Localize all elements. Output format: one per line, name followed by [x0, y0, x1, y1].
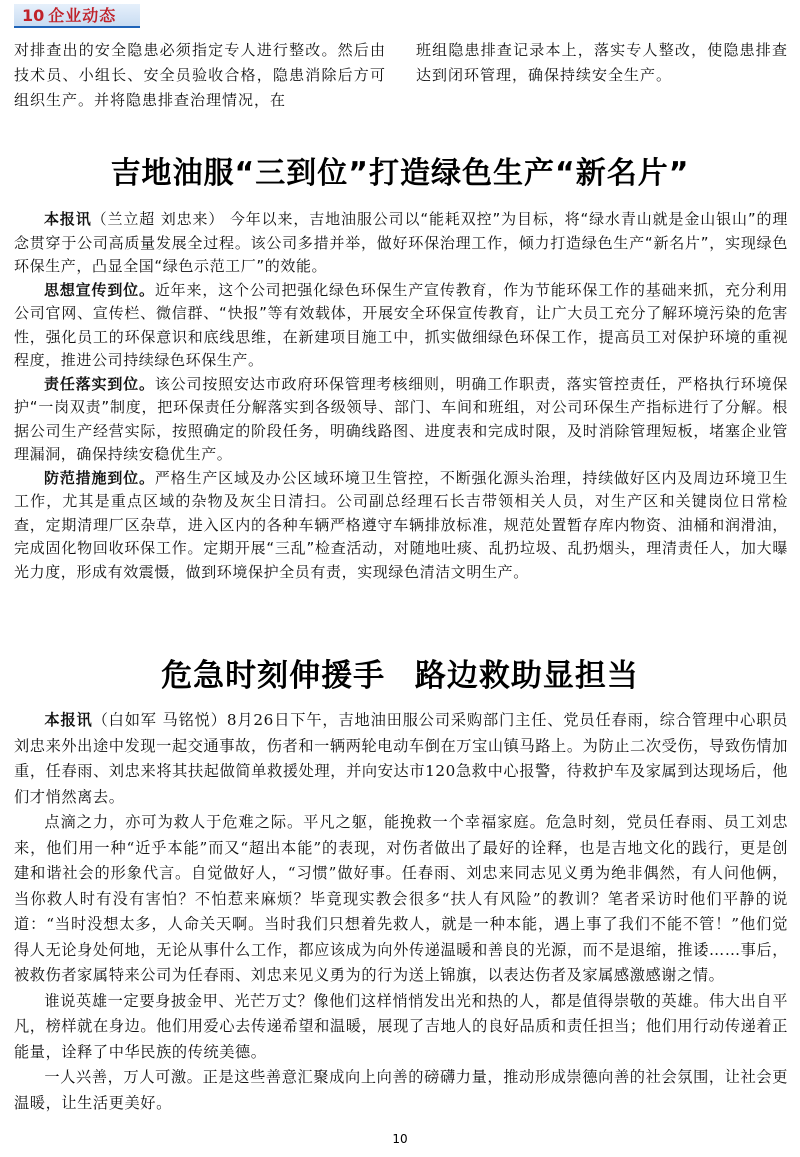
article-1-paragraph	[14, 467, 788, 585]
section-label: 企业动态	[48, 6, 117, 25]
byline: （兰立超 刘忠来）	[91, 210, 225, 228]
paragraph-subhead: 防范措施到位。	[44, 468, 155, 487]
paragraph-text: 今年以来，吉地油服公司以“能耗双控”为目标，将“绿水青山就是金山银山”的理念贯穿于公司高质量发展全过程。该公司多措并举，做好环保治理工作，倾力打造绿色生产“新名片”，实现绿色环保生产，凸显全国“绿色示范工厂”的效能。	[14, 210, 788, 275]
paragraph-text: 严格生产区域及办公区域环境卫生管控，不断强化源头治理，持续做好区内及周边环境卫生工作，尤其是重点区域的杂物及灰尘日清扫。公司副总经理石长吉带领相关人员，对生产区和关键岗位日常检查，定期清理厂区杂草，进入区内的各种车辆严格遵守车辆排放标准，规范处置暂存库内物资、油桶和润滑油，完成固化物回收环保工作。定期开展“三乱”检查活动，对随地吐痰、乱扔垃圾、乱扔烟头，理清责任人，加大曝光力度，形成有效震慑，做到环境保护全员有责，实现绿色清洁文明生产。	[14, 468, 788, 581]
section-page-number: 10	[22, 6, 45, 25]
article-1-paragraph	[14, 373, 788, 467]
article-2-paragraph: 谁说英雄一定要身披金甲、光芒万丈？像他们这样悄悄发出光和热的人，都是值得崇敬的英雄。伟大出自平凡，榜样就在身边。他们用爱心去传递希望和温暖，展现了吉地人的良好品质和责任担当；他们用行动传递着正能量，诠释了中华民族的传统美德。	[14, 991, 788, 1061]
article-2-body	[14, 708, 788, 1116]
paragraph-text: 该公司按照安达市政府环保管理考核细则，明确工作职责，落实管控责任，严格执行环境保护“一岗双责”制度，把环保责任分解落实到各级领导、部门、车间和班组，对公司环保生产指标进行了分解。根据公司生产经营实际，按照确定的阶段任务，明确线路图、进度表和完成时限，及时消除管理短板，堵塞企业管理漏洞，确保持续安稳优生产。	[14, 374, 788, 463]
intro-columns	[14, 38, 788, 113]
article-2-paragraph: 点滴之力，亦可为救人于危难之际。平凡之躯，能挽救一个幸福家庭。危急时刻，党员任春雨、员工刘忠来，他们用一种“近乎本能”而又“超出本能”的表现，对伤者做出了最好的诠释，也是吉地文化的践行，更是创建和谐社会的形象代言。自觉做好人，“习惯”做好事。任春雨、刘忠来同志见义勇为绝非偶然，有人问他俩，当你救人时有没有害怕？不怕惹来麻烦？毕竟现实教会很多“扶人有风险”的教训？笔者采访时他们平静的说道：“当时没想太多，人命关天啊。当时我们只想着先救人，就是一种本能，遇上事了我们不能不管！”他们觉得人无论身处何地，无论从事什么工作，都应该成为向外传递温暖和善良的光源，而不是退缩，推诿……事后，被救伤者家属特来公司为任春雨、刘忠来见义勇为的行为送上锦旗，以表达伤者及家属感激感谢之情。	[14, 813, 788, 984]
dateline-lead: 本报讯	[44, 210, 92, 228]
intro-column-right: 班组隐患排查记录本上，落实专人整改，使隐患排查达到闭环管理，确保持续安全生产。	[416, 41, 788, 84]
article-2-headline: 危急时刻伸援手 路边救助显担当	[161, 658, 639, 694]
paragraph-text: 8月26日下午，吉地油田服公司采购部门主任、党员任春雨，综合管理中心职员刘忠来外出途中发现一起交通事故，伤者和一辆两轮电动车倒在万宝山镇马路上。为防止二次受伤，导致伤情加重，任春雨、刘忠来将其扶起做简单救援处理，并向安达市120急救中心报警，待救护车及家属到达现场后，他们才悄然离去。	[14, 711, 788, 806]
article-1-paragraph	[14, 279, 788, 373]
byline: （白如军 马铭悦）	[92, 711, 227, 729]
intro-column-left: 对排查出的安全隐患必须指定专人进行整改。然后由技术员、小组长、安全员验收合格，隐患消除后方可组织生产。并将隐患排查治理情况，在	[14, 41, 386, 109]
paragraph-text: 近年来，这个公司把强化绿色环保生产宣传教育，作为节能环保工作的基础来抓，充分利用公司官网、宣传栏、微信群、“快报”等有效载体，开展安全环保宣传教育，让广大员工充分了解环境污染的危害性，强化员工的环保意识和底线思维，在新建项目施工中，抓实做细绿色环保工作，提高员工对保护环境的重视程度，推进公司持续绿色环保生产。	[14, 280, 788, 369]
paragraph-subhead: 思想宣传到位。	[44, 280, 155, 299]
article-1-headline: 吉地油服“三到位”打造绿色生产“新名片”	[110, 156, 690, 191]
dateline-lead: 本报讯	[44, 711, 93, 729]
article-1-paragraph	[14, 208, 788, 279]
article-2-paragraph	[14, 708, 788, 810]
section-tab	[14, 4, 140, 28]
page-number: 10	[392, 1132, 408, 1146]
paragraph-subhead: 责任落实到位。	[44, 374, 155, 393]
article-1-body	[14, 208, 788, 584]
article-2-paragraph: 一人兴善，万人可激。正是这些善意汇聚成向上向善的磅礴力量，推动形成崇德向善的社会氛围，让社会更温暖，让生活更美好。	[14, 1068, 788, 1112]
